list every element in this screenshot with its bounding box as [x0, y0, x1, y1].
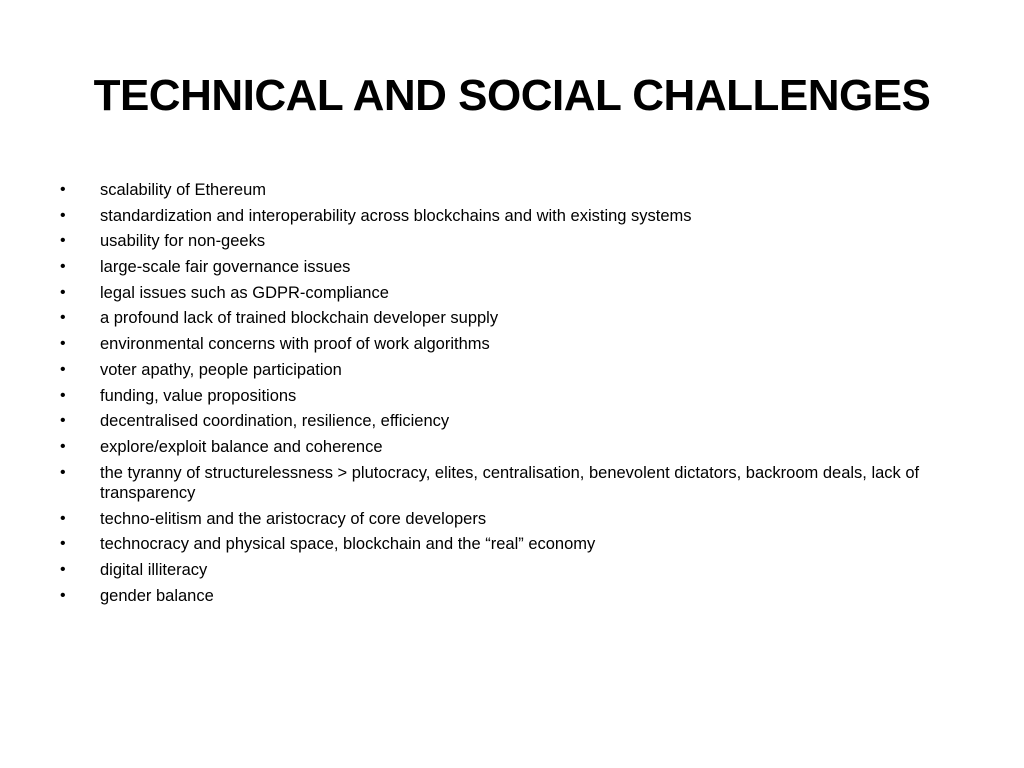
list-item — [60, 463, 970, 504]
list-item — [60, 586, 970, 607]
bullet-icon: • — [60, 309, 66, 327]
list-item — [60, 560, 970, 581]
bullet-icon: • — [60, 437, 66, 455]
bullet-icon: • — [60, 386, 66, 404]
list-item — [60, 257, 970, 278]
list-item — [60, 411, 970, 432]
list-item — [60, 231, 970, 252]
list-item-text: the tyranny of structurelessness > plutocracy, elites, centralisation, benevolent dictators, backroom deals, lack of transparency — [100, 463, 920, 503]
list-item — [60, 283, 970, 304]
list-item-text: environmental concerns with proof of work algorithms — [100, 335, 490, 354]
list-item-text: techno-elitism and the aristocracy of core developers — [100, 509, 487, 528]
list-item-text: funding, value propositions — [100, 386, 297, 405]
bullet-icon: • — [60, 283, 66, 301]
list-item — [60, 534, 970, 555]
list-item — [60, 334, 970, 355]
bullet-icon: • — [60, 463, 66, 481]
bullet-icon: • — [60, 412, 66, 430]
bullet-icon: • — [60, 360, 66, 378]
list-item-text: a profound lack of trained blockchain developer supply — [100, 309, 499, 328]
bullet-icon: • — [60, 258, 66, 276]
bullet-icon: • — [60, 509, 66, 527]
list-item — [60, 509, 970, 530]
list-item-text: scalability of Ethereum — [100, 181, 266, 199]
list-item-text: digital illiteracy — [100, 561, 208, 580]
bullet-icon: • — [60, 232, 66, 250]
list-item-text: technocracy and physical space, blockchain and the “real” economy — [100, 535, 596, 554]
list-item-text: gender balance — [100, 586, 214, 605]
list-item-text: explore/exploit balance and coherence — [100, 437, 383, 456]
list-item — [60, 308, 970, 329]
list-item — [60, 180, 970, 201]
list-item-text: large-scale fair governance issues — [100, 258, 351, 277]
bullet-icon: • — [60, 206, 66, 224]
bullet-icon: • — [60, 335, 66, 353]
list-item-text: standardization and interoperability across blockchains and with existing systems — [100, 206, 692, 225]
list-item-text: voter apathy, people participation — [100, 360, 342, 379]
list-item — [60, 206, 970, 227]
bullet-list — [60, 180, 970, 612]
bullet-icon: • — [60, 561, 66, 579]
list-item-text: legal issues such as GDPR-compliance — [100, 283, 389, 302]
slide-title: TECHNICAL AND SOCIAL CHALLENGES — [93, 71, 931, 120]
list-item — [60, 437, 970, 458]
bullet-icon: • — [60, 181, 66, 198]
bullet-icon: • — [60, 535, 66, 553]
list-item-text: decentralised coordination, resilience, efficiency — [100, 412, 450, 431]
list-item — [60, 386, 970, 407]
list-item — [60, 360, 970, 381]
list-item-text: usability for non-geeks — [100, 232, 266, 251]
bullet-icon: • — [60, 586, 66, 604]
